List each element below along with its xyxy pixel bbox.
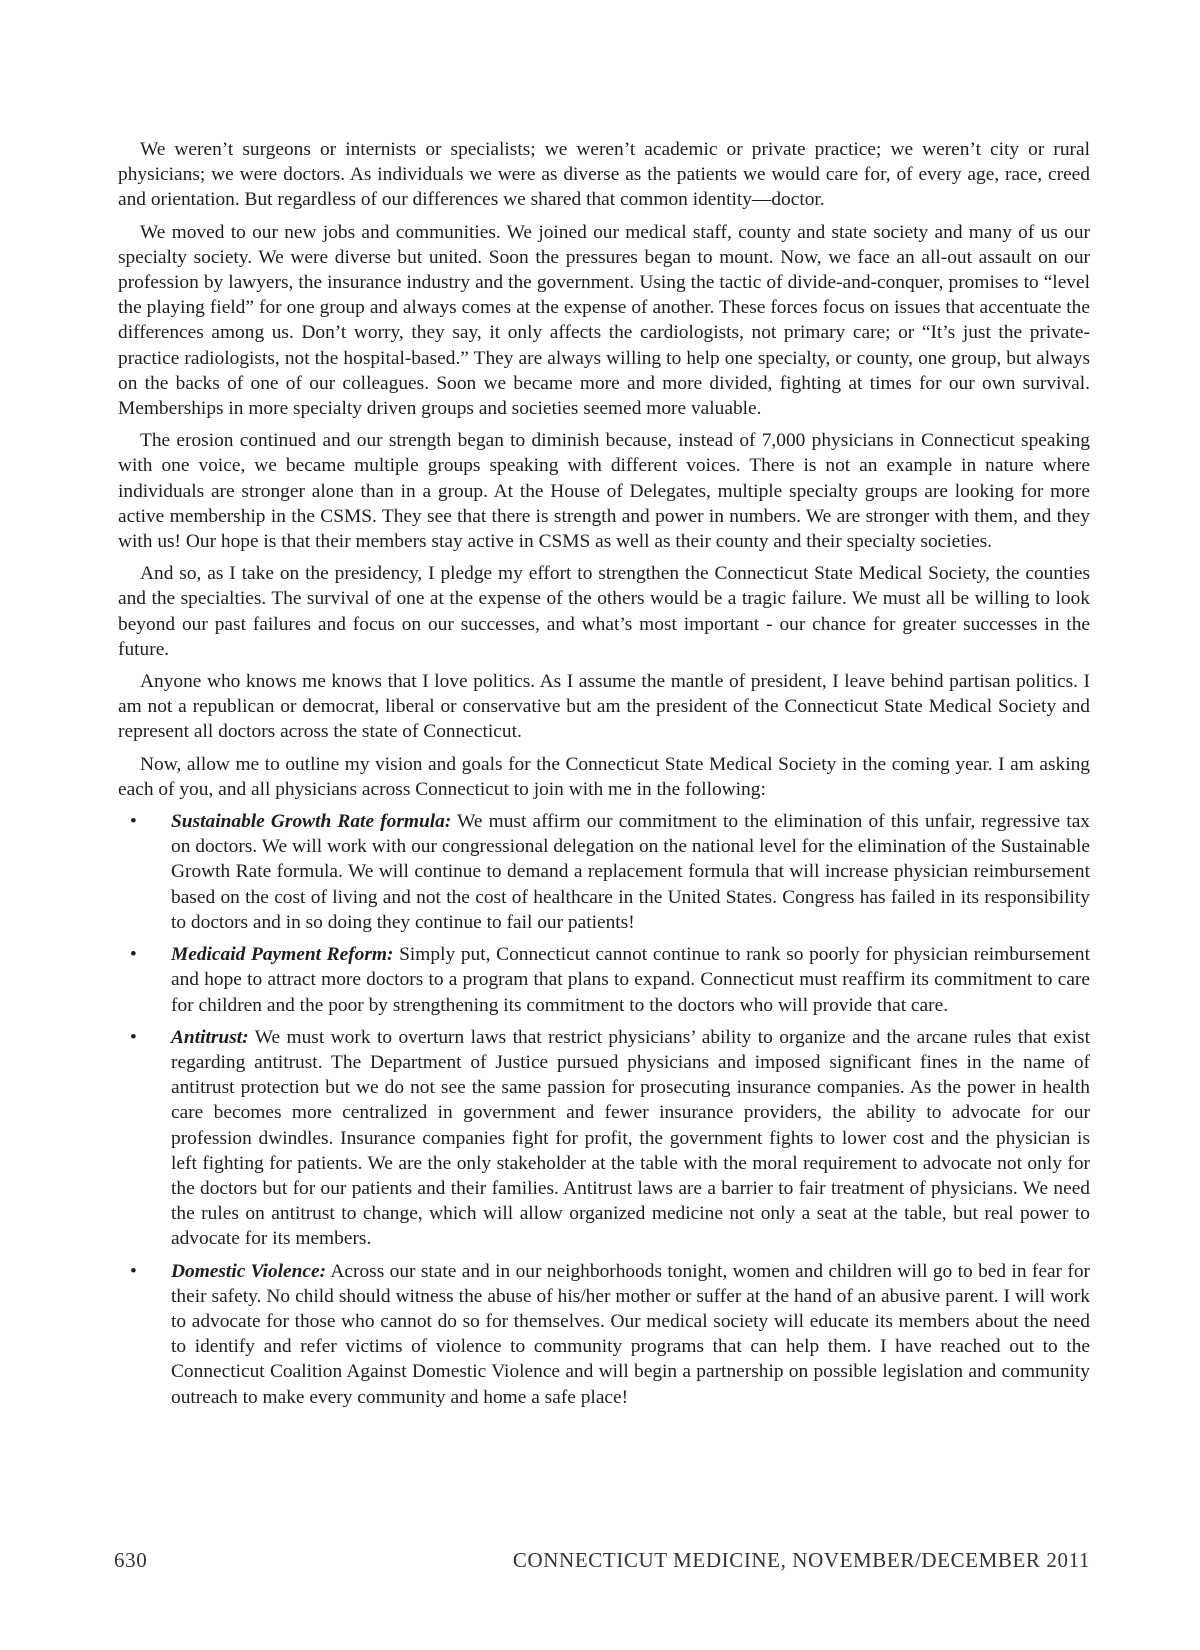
goals-list <box>118 809 1090 1410</box>
goal-sgr-lead: Sustainable Growth Rate formula: <box>171 811 452 833</box>
paragraph-erosion: The erosion continued and our strength began to diminish because, instead of 7,000 physicians in Connecticut speaking with one voice, we became multiple groups speaking with different voices. There is not an example in nature where individuals are stronger alone than in a group. At the House of Delegates, multiple specialty groups are looking for more active membership in the CSMS. They see that there is strength and power in numbers. We are stronger with them, and they with us! Our hope is that their members stay active in CSMS as well as their county and their specialty societies. <box>118 430 1090 553</box>
goal-sgr-text: We must affirm our commitment to the elimination of this unfair, regressive tax on doctors. We will work with our congressional delegation on the national level for the elimination of the Sustainable Growth Rate formula. We will continue to demand a replacement formula that will increase physician reimbursement based on the cost of living and not the cost of healthcare in the United States. Congress has failed in its responsibility to doctors and in so doing they continue to fail our patients! <box>171 811 1090 933</box>
paragraph-identity: We weren’t surgeons or internists or specialists; we weren’t academic or private practice; we weren’t city or rural physicians; we were doctors. As individuals we were as diverse as the patients we would care for, of every age, race, creed and orientation. But regardless of our differences we shared that common identity—doctor. <box>118 139 1090 211</box>
goal-medicaid <box>118 942 1090 1018</box>
bullet-icon: • <box>130 944 137 966</box>
journal-issue: CONNECTICUT MEDICINE, NOVEMBER/DECEMBER 2011 <box>512 1548 1090 1572</box>
goal-domestic-violence-text: Across our state and in our neighborhoods tonight, women and children will go to bed in fear for their safety. No child should witness the abuse of his/her mother or suffer at the hand of an abusive parent. I will work to advocate for those who cannot do so for themselves. Our medical society will educate its members about the need to identify and refer victims of violence to community programs that can help them. I have reached out to the Connecticut Coalition Against Domestic Violence and will begin a partnership on possible legislation and community outreach to make every community and home a safe place! <box>171 1260 1091 1408</box>
paragraph-vision: Now, allow me to outline my vision and goals for the Connecticut State Medical Society in the coming year. I am asking each of you, and all physicians across Connecticut to join with me in the following: <box>118 753 1090 800</box>
goal-sgr <box>118 809 1090 935</box>
goal-domestic-violence-lead: Domestic Violence: <box>171 1260 327 1282</box>
paragraph-pressures: We moved to our new jobs and communities. We joined our medical staff, county and state society and many of us our specialty society. We were diverse but united. Soon the pressures began to mount. Now, we face an all-out assault on our profession by lawyers, the insurance industry and the government. Using the tactic of divide-and-conquer, promises to “level the playing field” for one group and always comes at the expense of another. These forces focus on issues that accentuate the differences among us. Don’t worry, they say, it only affects the cardiologists, not primary care; or “It’s just the private-practice radiologists, not the hospital-based.” They are always willing to help one specialty, or county, one group, but always on the backs of one of our colleagues. Soon we became more and more divided, fighting at times for our own survival. Memberships in more specialty driven groups and societies seemed more valuable. <box>118 221 1090 420</box>
goal-antitrust-text: We must work to overturn laws that restrict physicians’ ability to organize and the arcane rules that exist regarding antitrust. The Department of Justice pursued physicians and imposed significant fines in the name of antitrust protection but we do not see the same passion for prosecuting insurance companies. As the power in health care becomes more centralized in government and fewer insurance providers, the ability to advocate for our profession dwindles. Insurance companies fight for profit, the government fights to lower cost and the physician is left fighting for patients. We are the only stakeholder at the table with the moral requirement to advocate not only for the doctors but for our patients and their families. Antitrust laws are a barrier to fair treatment of physicians. We need the rules on antitrust to change, which will allow organized medicine not only a seat at the table, but real power to advocate for its members. <box>171 1026 1090 1250</box>
bullet-icon: • <box>130 1026 137 1048</box>
goal-antitrust <box>118 1025 1090 1252</box>
paragraph-politics: Anyone who knows me knows that I love politics. As I assume the mantle of president, I leave behind partisan politics. I am not a republican or democrat, liberal or conservative but am the president of the Connecticut State Medical Society and represent all doctors across the state of Connecticut. <box>118 671 1090 743</box>
goal-medicaid-lead: Medicaid Payment Reform: <box>171 944 394 966</box>
page-number: 630 <box>114 1548 148 1572</box>
bullet-icon: • <box>130 811 137 833</box>
bullet-icon: • <box>130 1260 137 1282</box>
article-body <box>118 137 1090 1417</box>
goal-medicaid-text: Simply put, Connecticut cannot continue to rank so poorly for physician reimbursement and hope to attract more doctors to a program that plans to expand. Connecticut must reaffirm its commitment to care for children and the poor by strengthening its commitment to the doctors who will provide that care. <box>171 944 1090 1016</box>
goal-antitrust-lead: Antitrust: <box>171 1026 249 1048</box>
paragraph-pledge: And so, as I take on the presidency, I pledge my effort to strengthen the Connecticut State Medical Society, the counties and the specialties. The survival of one at the expense of the others would be a tragic failure. We must all be willing to look beyond our past failures and focus on our successes, and what’s most important - our chance for greater successes in the future. <box>118 563 1090 660</box>
goal-domestic-violence <box>118 1259 1090 1410</box>
